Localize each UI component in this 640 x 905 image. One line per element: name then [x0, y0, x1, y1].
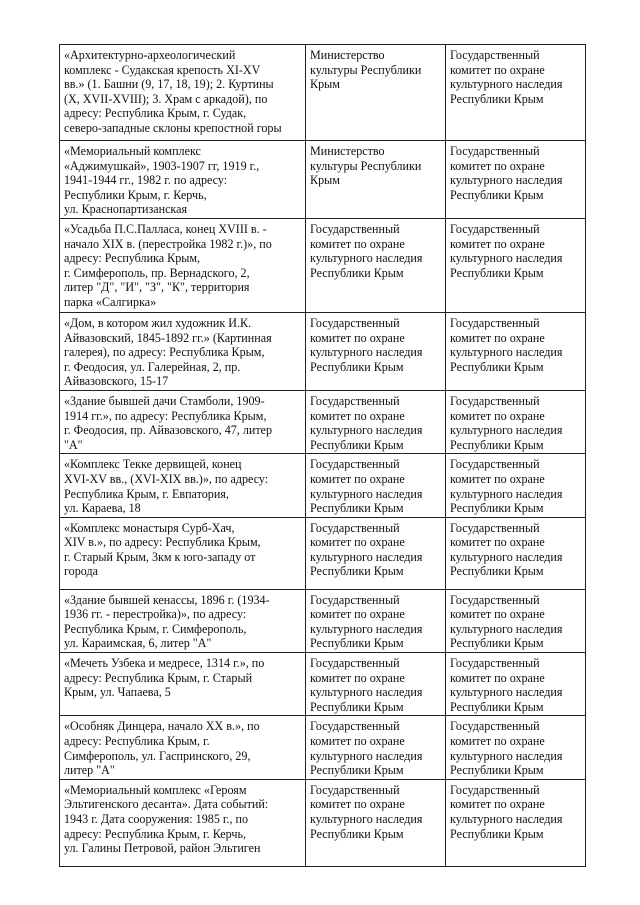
table-row	[60, 141, 586, 219]
table-row	[60, 312, 586, 390]
object-cell: «Дом, в котором жил художник И.К. Айвазовский, 1845-1892 гг.» (Картинная галерея), по адресу: Республика Крым, г. Феодосия, ул. Галерейная, 2, пр. Айвазовского, 15-17	[60, 312, 306, 390]
object-cell: «Усадьба П.С.Палласа, конец XVIII в. - начало XIX в. (перестройка 1982 г.)», по адресу: Республика Крым, г. Симферополь, пр. Вернадского, 2, литер "Д", "И", "З", "К", территория парка «Салгирка»	[60, 218, 306, 312]
recipient-cell: Государственный комитет по охране культурного наследия Республики Крым	[446, 653, 586, 716]
recipient-cell: Государственный комитет по охране культурного наследия Республики Крым	[446, 390, 586, 453]
table-row	[60, 779, 586, 866]
object-cell: «Комплекс Текке дервищей, конец XVI-XV вв., (XVI-XIX вв.)», по адресу: Республика Крым, г. Евпатория, ул. Караева, 18	[60, 454, 306, 517]
object-cell: «Мемориальный комплекс «Героям Эльтигенского десанта». Дата событий: 1943 г. Дата сооружения: 1985 г., по адресу: Республика Крым, г. Керчь, ул. Галины Петровой, район Эльтиген	[60, 779, 306, 866]
object-cell: «Особняк Динцера, начало XX в.», по адресу: Республика Крым, г. Симферополь, ул. Гаспринского, 29, литер "А"	[60, 716, 306, 779]
owner-cell: Министерство культуры Республики Крым	[306, 45, 446, 141]
table-row	[60, 390, 586, 453]
table-row	[60, 454, 586, 517]
owner-cell: Государственный комитет по охране культурного наследия Республики Крым	[306, 390, 446, 453]
table-row	[60, 716, 586, 779]
owner-cell: Министерство культуры Республики Крым	[306, 141, 446, 219]
owner-cell: Государственный комитет по охране культурного наследия Республики Крым	[306, 454, 446, 517]
owner-cell: Государственный комитет по охране культурного наследия Республики Крым	[306, 517, 446, 589]
table-row	[60, 589, 586, 652]
owner-cell: Государственный комитет по охране культурного наследия Республики Крым	[306, 312, 446, 390]
recipient-cell: Государственный комитет по охране культурного наследия Республики Крым	[446, 45, 586, 141]
table-row	[60, 218, 586, 312]
object-cell: «Комплекс монастыря Сурб-Хач, XIV в.», по адресу: Республика Крым, г. Старый Крым, 3км к юго-западу от города	[60, 517, 306, 589]
heritage-objects-table	[59, 44, 586, 867]
recipient-cell: Государственный комитет по охране культурного наследия Республики Крым	[446, 716, 586, 779]
owner-cell: Государственный комитет по охране культурного наследия Республики Крым	[306, 218, 446, 312]
owner-cell: Государственный комитет по охране культурного наследия Республики Крым	[306, 589, 446, 652]
object-cell: «Архитектурно-археологический комплекс - Судакская крепость XI-XV вв.» (1. Башни (9, 17, 18, 19); 2. Куртины (X, XVII-XVIII); 3. Храм с аркадой), по адресу: Республика Крым, г. Судак, северо-западные склоны крепостной горы	[60, 45, 306, 141]
recipient-cell: Государственный комитет по охране культурного наследия Республики Крым	[446, 218, 586, 312]
recipient-cell: Государственный комитет по охране культурного наследия Республики Крым	[446, 141, 586, 219]
owner-cell: Государственный комитет по охране культурного наследия Республики Крым	[306, 653, 446, 716]
table-row	[60, 653, 586, 716]
recipient-cell: Государственный комитет по охране культурного наследия Республики Крым	[446, 312, 586, 390]
table-row	[60, 45, 586, 141]
recipient-cell: Государственный комитет по охране культурного наследия Республики Крым	[446, 589, 586, 652]
object-cell: «Здание бывшей дачи Стамболи, 1909- 1914 гг.», по адресу: Республика Крым, г. Феодосия, пр. Айвазовского, 47, литер "А"	[60, 390, 306, 453]
owner-cell: Государственный комитет по охране культурного наследия Республики Крым	[306, 779, 446, 866]
table-row	[60, 517, 586, 589]
recipient-cell: Государственный комитет по охране культурного наследия Республики Крым	[446, 454, 586, 517]
object-cell: «Мемориальный комплекс «Аджимушкай», 1903-1907 гг, 1919 г., 1941-1944 гг., 1982 г. по адресу: Республики Крым, г. Керчь, ул. Краснопартизанская	[60, 141, 306, 219]
recipient-cell: Государственный комитет по охране культурного наследия Республики Крым	[446, 779, 586, 866]
recipient-cell: Государственный комитет по охране культурного наследия Республики Крым	[446, 517, 586, 589]
object-cell: «Здание бывшей кенассы, 1896 г. (1934- 1936 гг. - перестройка)», по адресу: Республика Крым, г. Симферополь, ул. Караимская, 6, литер "А"	[60, 589, 306, 652]
owner-cell: Государственный комитет по охране культурного наследия Республики Крым	[306, 716, 446, 779]
object-cell: «Мечеть Узбека и медресе, 1314 г.», по адресу: Республика Крым, г. Старый Крым, ул. Чапаева, 5	[60, 653, 306, 716]
